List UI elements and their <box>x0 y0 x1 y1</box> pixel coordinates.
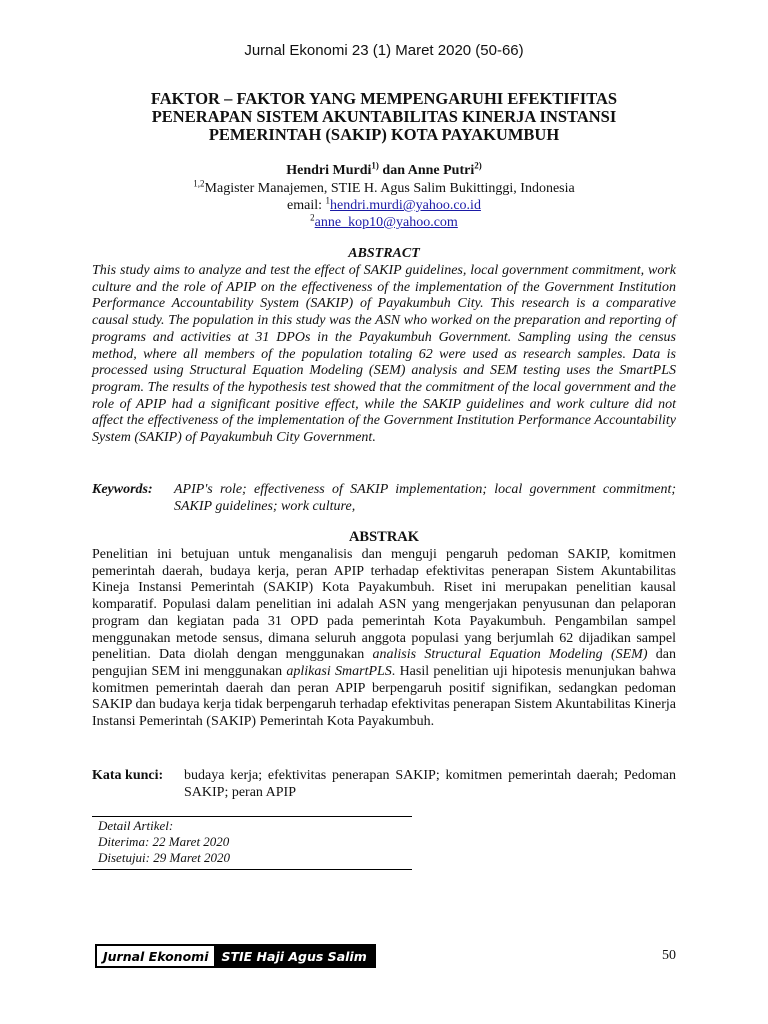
author-1: Hendri Murdi <box>286 163 372 178</box>
keywords-label: Keywords: <box>92 482 153 497</box>
email-2-link[interactable]: anne_kop10@yahoo.com <box>314 215 458 230</box>
affiliation-sup: 1,2 <box>193 178 205 189</box>
journal-badge <box>95 944 376 968</box>
article-details-heading: Detail Artikel: <box>98 818 174 833</box>
abstrak-italic-2: aplikasi SmartPLS <box>286 663 392 679</box>
email-line <box>0 197 768 214</box>
email-1-sup: 1 <box>325 195 331 206</box>
title-line-3: PEMERINTAH (SAKIP) KOTA PAYAKUMBUH <box>208 125 560 144</box>
email-label: email: <box>287 198 326 213</box>
affiliation-text: Magister Manajemen, STIE H. Agus Salim Bukittinggi, Indonesia <box>204 181 575 196</box>
email-2-sup: 2 <box>310 212 315 223</box>
journal-header: Jurnal Ekonomi 23 (1) Maret 2020 (50-66) <box>244 42 524 59</box>
keywords-text: APIP's role; effectiveness of SAKIP implementation; local government commitment; SAKIP guidelines; work culture, <box>174 482 676 514</box>
author-connector: dan <box>378 163 408 178</box>
abstract-text: This study aims to analyze and test the effect of SAKIP guidelines, local government commitment, work culture and the role of APIP on the effectiveness of the implementation of the Government Institution Performance Accountability System (SAKIP) of Payakumbuh City. This research is a comparative causal study. The population in this study was the ASN who worked on the preparation and reporting of programs and activities at 31 DPOs in the Payakumbuh Government. Sampling using the census method, where all members of the population totaling 62 were used as research samples. Data is processed using Structural Equation Modeling (SEM) analysis and SEM testing uses the SmartPLS program. The results of the hypothesis test showed that the commitment of the local government and the role of APIP had a significant positive effect, while the SAKIP guidelines and work culture did not affect the effectiveness of the implementation of the Government Institution Performance Accountability System (SAKIP) of Payakumbuh City Government. <box>92 263 676 446</box>
badge-institution: STIE Haji Agus Salim <box>214 946 373 966</box>
kata-kunci-label: Kata kunci: <box>92 768 164 783</box>
title-line-2: PENERAPAN SISTEM AKUNTABILITAS KINERJA INSTANSI <box>151 107 617 126</box>
affiliation-line <box>0 180 768 197</box>
kata-kunci <box>92 767 676 801</box>
email-line-2 <box>0 214 768 231</box>
abstrak-part-2: dan pengujian SEM ini menggunakan <box>92 647 676 679</box>
article-approved-date: Disetujui: 29 Maret 2020 <box>98 850 231 865</box>
abstrak-part-1: Penelitian ini betujuan untuk menganalisis dan menguji pengaruh pedoman SAKIP, komitmen pemerintah daerah, budaya kerja, peran APIP terhadap efektivitas penerapan Sistem Akuntabilitas Kineja Instansi Pemerintah (SAKIP) Kota Payakumbuh. Riset ini merupakan penelitian kausal komparatif. Populasi dalam penelitian ini adalah ASN yang mengerjakan penyusunan dan pelaporan program dan kegiatan pada 31 OPD pada pemerintah Kota Payakumbuh. Pengambilan sampel menggunakan metode sensus, dimana seluruh anggota populasi yang berjumlah 62 dijadikan sampel penelitian. Data diolah dengan menggunakan <box>92 547 676 663</box>
abstrak-part-3: . Hasil penelitian uji hipotesis menunjukan bahwa komitmen pemerintah daerah dan peran APIP berpengaruh positif signifikan, sedangkan pedoman SAKIP dan budaya kerja tidak berpengaruh terhadap efektivitas penerapan Sistem Akuntabilitas Kinerja Instansi Pemerintah (SAKIP) Pemerintah Kota Payakumbuh. <box>92 663 676 730</box>
title-line-1: FAKTOR – FAKTOR YANG MEMPENGARUHI EFEKTIFITAS <box>150 89 618 108</box>
keywords <box>92 481 676 515</box>
article-received-date: Diterima: 22 Maret 2020 <box>98 834 230 849</box>
author-1-sup: 1) <box>371 160 379 171</box>
abstract-heading: ABSTRACT <box>348 246 420 261</box>
article-details <box>92 816 412 870</box>
abstrak-heading: ABSTRAK <box>348 529 420 545</box>
author-2: Anne Putri <box>407 163 475 178</box>
badge-journal-name: Jurnal Ekonomi <box>97 946 214 966</box>
kata-kunci-text: budaya kerja; efektivitas penerapan SAKIP; komitmen pemerintah daerah; Pedoman SAKIP; peran APIP <box>184 768 676 800</box>
abstrak-text <box>92 547 676 731</box>
abstrak-italic-1: analisis Structural Equation Modeling (SEM) <box>372 647 648 663</box>
page-number: 50 <box>662 948 676 963</box>
authors <box>0 160 768 179</box>
author-2-sup: 2) <box>474 160 482 171</box>
affiliation <box>0 180 768 231</box>
paper-title <box>80 90 688 144</box>
email-1-link[interactable]: hendri.murdi@yahoo.co.id <box>330 198 481 213</box>
